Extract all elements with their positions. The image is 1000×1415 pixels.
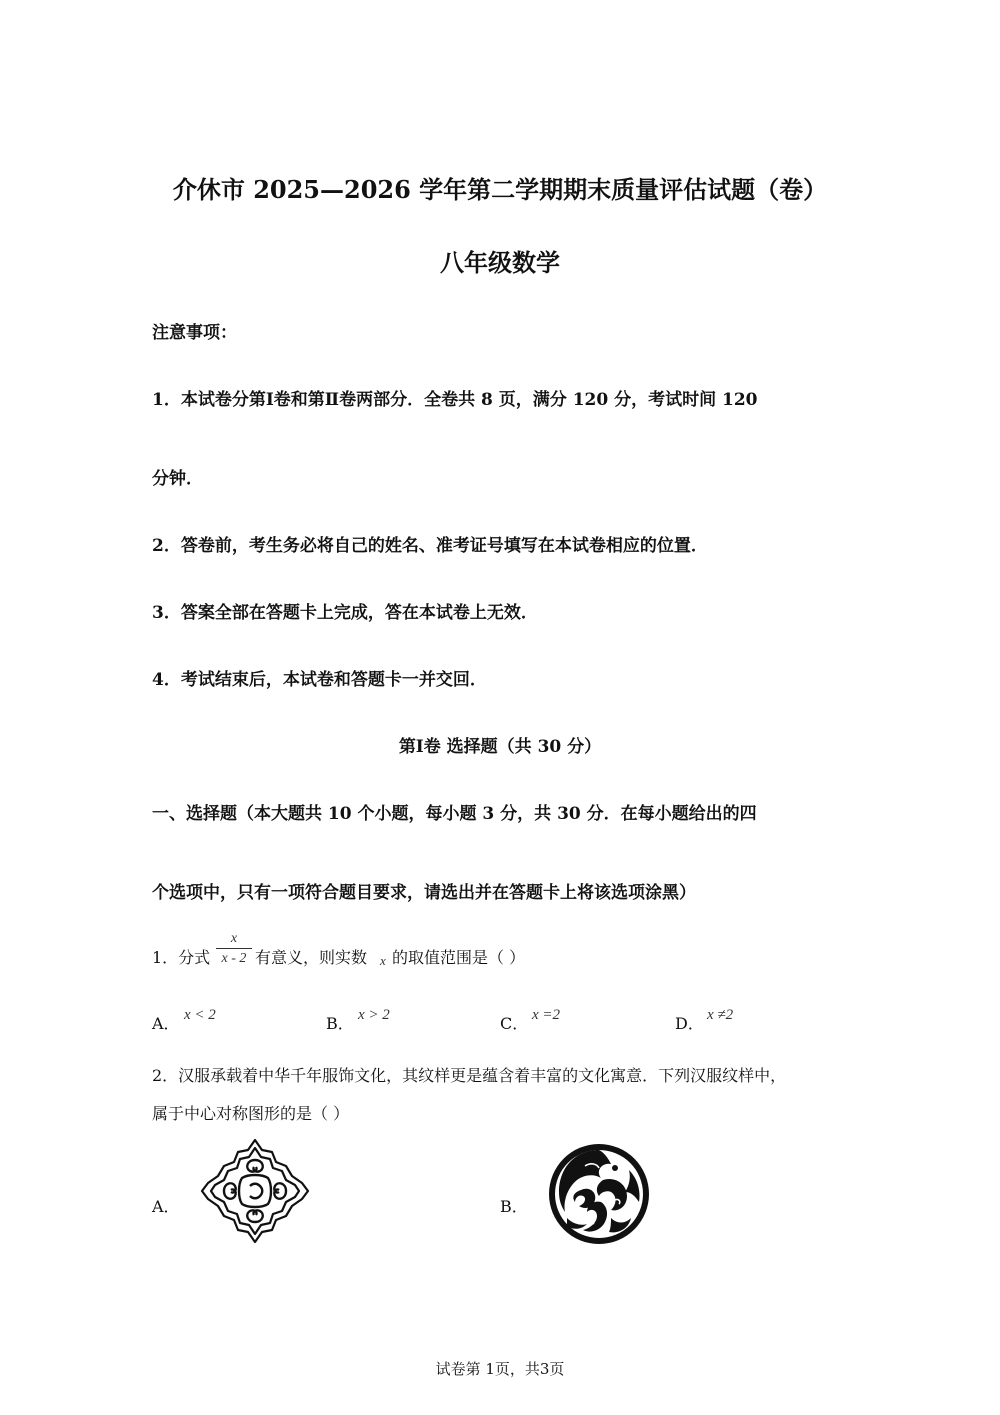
q1-option-d-label: D． bbox=[675, 1014, 704, 1033]
section-instructions: 一、选择题（本大题共 10 个小题，每小题 3 分，共 30 分．在每小题给出的四 bbox=[152, 804, 757, 824]
q1-option-b-expr: x > 2 bbox=[358, 1007, 390, 1023]
notice-item-1: 1．本试卷分第Ⅰ卷和第Ⅱ卷两部分．全卷共 8 页，满分 120 分，考试时间 120 bbox=[152, 390, 758, 410]
q1-option-d-expr: x ≠2 bbox=[707, 1007, 734, 1023]
q1-fraction-numerator: x bbox=[230, 931, 238, 946]
q2-stem-line2: 属于中心对称图形的是（ ） bbox=[152, 1104, 350, 1123]
section-heading: 第Ⅰ卷 选择题（共 30 分） bbox=[398, 737, 602, 757]
q1-option-a-label: A． bbox=[152, 1014, 180, 1033]
fraction-bar bbox=[216, 948, 252, 949]
notice-item-3: 3．答案全部在答题卡上完成，答在本试卷上无效． bbox=[152, 603, 538, 623]
exam-subtitle: 八年级数学 bbox=[440, 248, 560, 277]
q1-prefix: 1．分式 bbox=[152, 948, 211, 967]
q1-fraction bbox=[216, 930, 252, 967]
page-footer: 试卷第 1页，共3页 bbox=[435, 1360, 565, 1378]
q1-option-b-label: B． bbox=[326, 1014, 354, 1033]
q1-middle: 有意义，则实数 bbox=[255, 948, 368, 967]
q1-option-c-expr: x =2 bbox=[532, 1007, 561, 1023]
notice-item-4: 4．考试结束后，本试卷和答题卡一并交回． bbox=[152, 670, 487, 690]
q2-option-a-label: A． bbox=[152, 1197, 180, 1216]
q1-suffix: 的取值范围是（ ） bbox=[392, 948, 526, 967]
notice-item-1-cont: 分钟． bbox=[152, 469, 203, 489]
q2-stem-line1: 2．汉服承载着中华千年服饰文化，其纹样更是蕴含着丰富的文化寓意．下列汉服纹样中， bbox=[152, 1066, 787, 1085]
q1-fraction-denominator: x - 2 bbox=[221, 951, 247, 966]
q1-option-a-expr: x < 2 bbox=[184, 1007, 216, 1023]
q2-option-b-label: B． bbox=[500, 1197, 528, 1216]
diamond-cloud-pattern-icon bbox=[200, 1138, 310, 1244]
q1-variable: x bbox=[380, 953, 386, 968]
round-dragon-pattern-icon bbox=[545, 1140, 653, 1248]
q1-option-c-label: C． bbox=[500, 1014, 529, 1033]
section-instructions-cont: 个选项中，只有一项符合题目要求，请选出并在答题卡上将该选项涂黑） bbox=[152, 883, 696, 903]
exam-title: 介休市 2025—2026 学年第二学期期末质量评估试题（卷） bbox=[172, 175, 828, 204]
notice-item-2: 2．答卷前，考生务必将自己的姓名、准考证号填写在本试卷相应的位置． bbox=[152, 536, 708, 556]
notice-heading: 注意事项： bbox=[152, 323, 237, 343]
